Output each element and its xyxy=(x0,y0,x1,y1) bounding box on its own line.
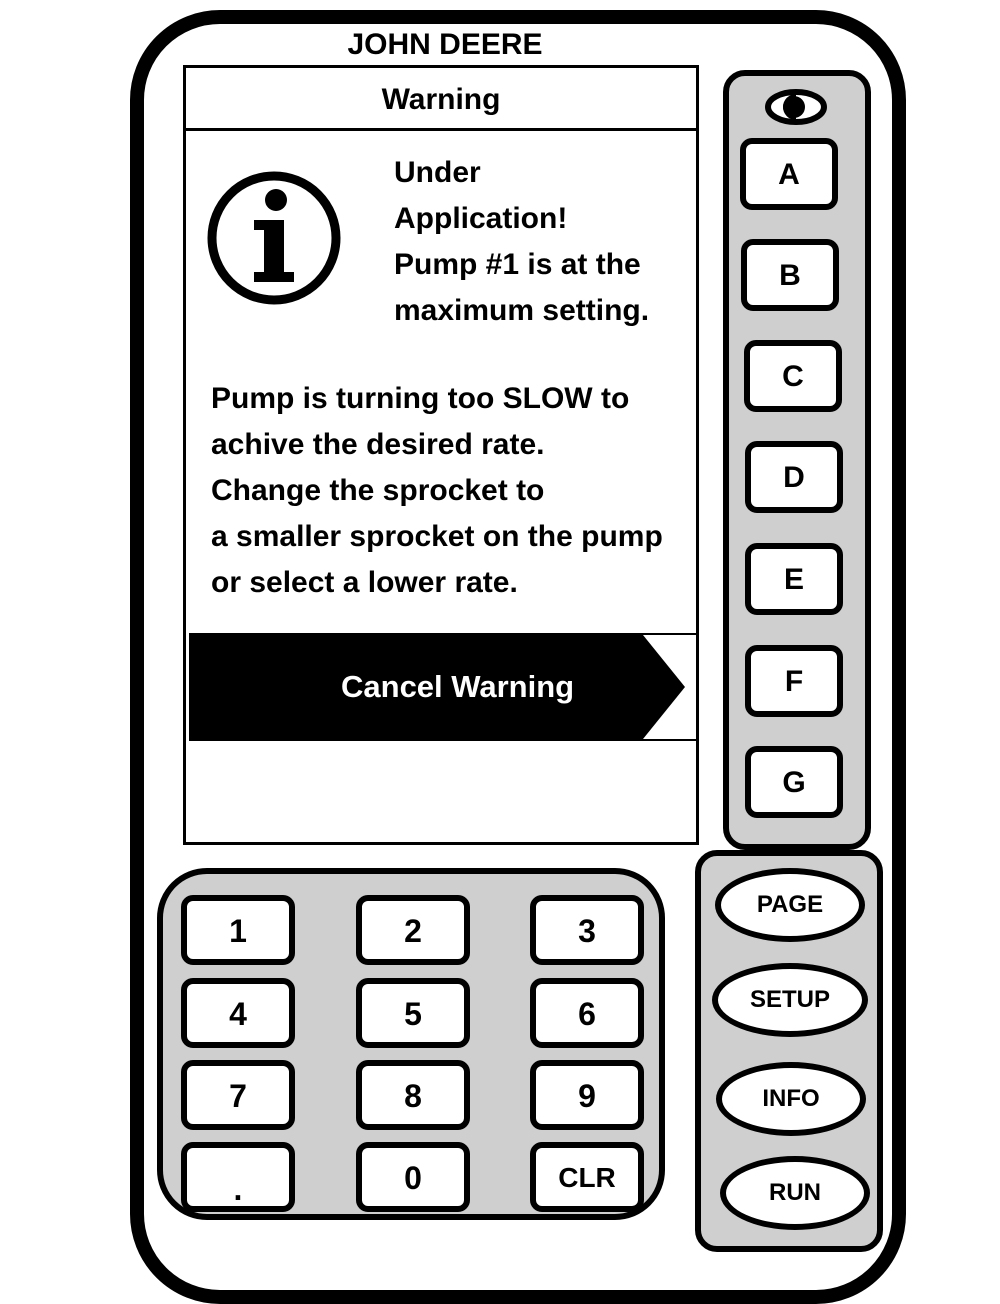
page-button[interactable]: PAGE xyxy=(715,868,865,942)
key-8[interactable]: 8 xyxy=(356,1060,470,1130)
key-2[interactable]: 2 xyxy=(356,895,470,965)
key-1[interactable]: 1 xyxy=(181,895,295,965)
screen-title: Warning xyxy=(186,68,696,131)
brightness-toggle-icon[interactable] xyxy=(764,88,828,126)
message-line: achive the desired rate. xyxy=(211,428,545,461)
message-line: a smaller sprocket on the pump xyxy=(211,520,663,553)
message-line: Change the sprocket to xyxy=(211,474,545,507)
headline-line: Application! xyxy=(394,202,568,235)
warning-headline xyxy=(394,150,694,334)
key-9[interactable]: 9 xyxy=(530,1060,644,1130)
softkey-c[interactable]: C xyxy=(744,340,842,412)
key-clear[interactable]: CLR xyxy=(530,1142,644,1212)
cancel-warning-button[interactable] xyxy=(189,635,689,739)
headline-line: Pump #1 is at the xyxy=(394,248,641,281)
info-icon xyxy=(204,168,344,308)
softkey-d[interactable]: D xyxy=(745,441,843,513)
key-5[interactable]: 5 xyxy=(356,978,470,1048)
softkey-g[interactable]: G xyxy=(745,746,843,818)
cancel-warning-label: Cancel Warning xyxy=(341,669,575,704)
info-button[interactable]: INFO xyxy=(716,1062,866,1136)
key-4[interactable]: 4 xyxy=(181,978,295,1048)
setup-button[interactable]: SETUP xyxy=(712,963,868,1037)
softkey-f[interactable]: F xyxy=(745,645,843,717)
key-decimal[interactable]: . xyxy=(181,1142,295,1212)
message-line: Pump is turning too SLOW to xyxy=(211,382,630,415)
warning-screen xyxy=(183,65,699,845)
key-0[interactable]: 0 xyxy=(356,1142,470,1212)
headline-line: Under xyxy=(394,156,481,189)
warning-message xyxy=(211,376,701,606)
softkey-a[interactable]: A xyxy=(740,138,838,210)
headline-line: maximum setting. xyxy=(394,294,650,327)
key-6[interactable]: 6 xyxy=(530,978,644,1048)
brand-logo-text: JOHN DEERE xyxy=(347,28,543,61)
run-button[interactable]: RUN xyxy=(720,1156,870,1230)
key-7[interactable]: 7 xyxy=(181,1060,295,1130)
key-3[interactable]: 3 xyxy=(530,895,644,965)
softkey-b[interactable]: B xyxy=(741,239,839,311)
message-line: or select a lower rate. xyxy=(211,566,518,599)
cancel-warning-row xyxy=(189,633,696,741)
softkey-e[interactable]: E xyxy=(745,543,843,615)
